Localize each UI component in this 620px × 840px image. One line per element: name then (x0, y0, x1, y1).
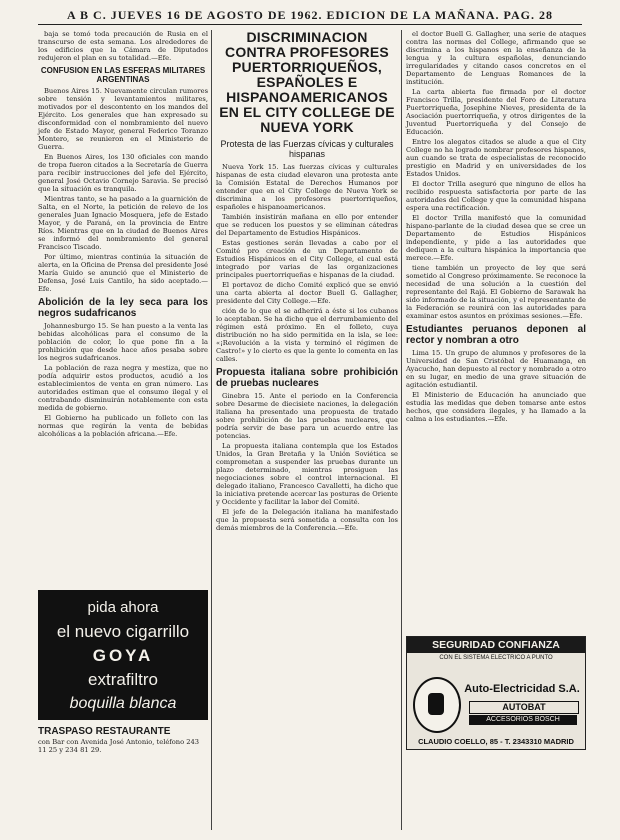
classified-title: TRASPASO RESTAURANTE (38, 726, 171, 737)
article-text: El doctor Trilla aseguró que ninguno de ellos ha recibido respuesta satisfactoria por parte de las autoridades del College y que la comunidad hispana espera una rectificación. (406, 180, 586, 212)
ad-line: el nuevo cigarrillo (56, 622, 190, 641)
article-text: el doctor Buell G. Gallagher, una serie de ataques contra las normas del College, afirmando que se discrimina a los hispanos en la enseñanza de la lengua y la cultura españolas, denunciando irregularidades y citando casos concretos en el Departamento de Lenguas Romances de la institución. (406, 30, 586, 86)
classified-traspaso (38, 726, 208, 754)
article-text: ción de lo que el se adherirá a éste si los cubanos lo aceptaban. Se ha dicho que el derrumbamiento del régimen está próximo. En el folleto, cuya distribución no ha sido permitida en la isla, se lee: «¡Revolución a la vista y terminó el régimen de Castro!» y lo cierto es que la gente lo comenta en las calles. (216, 307, 398, 363)
article-text: Lima 15. Un grupo de alumnos y profesores de la Universidad de San Cristóbal de Huamanga, en Ayacucho, han depuesto al rector y nombrado a otro en su lugar, en medio de una grave situación de agitación estudiantil. (406, 349, 586, 389)
article-text: El portavoz de dicho Comité explicó que se envió una carta abierta al doctor Buell G. Gallagher, presidente del City College.—Efe. (216, 281, 398, 305)
headline-main: DISCRIMINACION CONTRA PROFESORES PUERTORRIQUEÑOS, ESPAÑOLES E HISPANOAMERICANOS EN EL CITY COLLEGE DE NUEVA YORK (219, 29, 395, 135)
ad-brand: GOYA (92, 646, 154, 665)
article-text: La población de raza negra y mestiza, que no podía adquirir estos productos, acudió a los establecimientos de venta en gran número. Las autoridades estiman que el consumo ilegal y el contrabando disminuirán notablemente con esta medida de gobierno. (38, 364, 208, 412)
article-text: Ginebra 15. Ante el periodo en la Conferencia sobre Desarme de diecisiete naciones, la delegación italiana ha presentado una propuesta de tratado sobre prohibición de las pruebas nucleares, que podría servir de base para un acuerdo entre las potencias. (216, 392, 398, 440)
ad-line: extrafiltro (88, 670, 158, 689)
headline-ley-seca: Abolición de la ley seca para los negros sudafricanos (38, 297, 208, 319)
headline-argentina: CONFUSION EN LAS ESFERAS MILITARES ARGENTINAS (40, 66, 206, 84)
headline-italia: Propuesta italiana sobre prohibición de pruebas nucleares (216, 367, 398, 389)
article-text: Johannesburgo 15. Se han puesto a la venta las bebidas alcohólicas para el consumo de la población de color, lo que pone fin a la prohibición que desde hace años pesaba sobre los negros sudafricanos. (38, 322, 208, 362)
column-divider (401, 30, 402, 830)
article-text: El jefe de la Delegación italiana ha manifestado que la propuesta será sometida a consulta con los demás miembros de la Conferencia.—Efe. (216, 508, 398, 532)
ad-line: boquilla blanca (69, 695, 177, 712)
article-text: El doctor Trilla manifestó que la comunidad hispano-parlante de la ciudad desea que se cree un Departamento de Estudios Hispánicos independiente, y pide a las autoridades que dediquen a la cultura hispánica la importancia que merece.—Efe. (406, 214, 586, 262)
article-text: La propuesta italiana contempla que los Estados Unidos, la Gran Bretaña y la Unión Soviética se comprometan a suspender las pruebas durante un plazo determinado, mientras prosiguen las negociaciones sobre el control internacional. El delegado italiano, Francesco Cavalletti, ha dicho que la iniciativa pretende acercar las posturas de Oriente y Occidente y facilitar la labor del Comité. (216, 442, 398, 506)
page-header: A B C. JUEVES 16 DE AGOSTO DE 1962. EDICION DE LA MAÑANA. PAG. 28 (38, 6, 582, 25)
article-text: Buenos Aires 15. Nuevamente circulan rumores sobre tensión y levantamientos militares, motivados por el descontento en los mandos del Ejército. Los generales que han expresado su disconformidad con el nombramiento del nuevo jefe de Estado Mayor, general Federico Toranzo Montero, se reunieron en el Ministerio de Guerra. (38, 87, 208, 151)
ad-tagline: CON EL SISTEMA ELECTRICO A PUNTO (439, 655, 553, 661)
headline-peru: Estudiantes peruanos deponen al rector y nombran a otro (406, 324, 586, 346)
column-left (38, 30, 208, 590)
article-text: Entre los alegatos citados se alude a que el City College no ha logrado nombrar profesores hispanos, aun cuando se trata de especialistas de reconocido prestigio en Madrid y en universidades de los Estados Unidos. (406, 138, 586, 178)
auto-electricidad-ad (406, 636, 586, 750)
column-right (406, 30, 586, 425)
subheadline: Protesta de las Fuerzas cívicas y culturales hispanas (220, 139, 394, 159)
article-text: Por último, mientras continúa la situación de alerta, en la Oficina de Prensa del presidente José María Guido se anunció que el Ministerio de Defensa, José Luis Cantilo, ha sido aceptado.—Efe. (38, 253, 208, 293)
ad-band: SEGURIDAD CONFIANZA (407, 637, 585, 653)
classified-text: con Bar con Avenida José Antonio, teléfono 243 11 25 y 234 81 29. (38, 738, 200, 754)
battery-icon (413, 677, 461, 733)
article-text: La carta abierta fue firmada por el doctor Francisco Trilla, presidente del Foro de Literatura Puertorriqueña, Josephine Nieves, presidenta de la Asociación puertorriqueña, y otros dirigentes de la Juventud Puertorriqueña y del Consejo de Educación. (406, 88, 586, 136)
article-text: El Gobierno ha publicado un folleto con las normas que regirán la venta de bebidas alcohólicas a la población africana.—Efe. (38, 414, 208, 438)
ad-company: Auto-Electricidad S.A. (464, 683, 580, 695)
article-text: Mientras tanto, se ha pasado a la guarnición de Salta, en el Norte, la petición de relevo de los generales Juan Ignacio Mosquera, jefe de Estado Mayor, y de Paraná, en la provincia de Entre Ríos. Mientras que en la ciudad de Buenos Aires se informó del nombramiento del general Francisco Tiscado. (38, 195, 208, 251)
ad-address: CLAUDIO COELLO, 85 - T. 2343310 MADRID (418, 737, 574, 746)
article-text: Nueva York 15. Las fuerzas cívicas y culturales hispanas de esta ciudad elevaron una protesta ante la Comisión Estatal de Derechos Humanos por entender que en el City College de Nueva York se discrimina a los profesores puertorriqueños, españoles e hispanoamericanos. (216, 163, 398, 211)
column-divider (211, 30, 212, 830)
column-middle (216, 30, 398, 534)
article-text: En Buenos Aires, los 130 oficiales con mando de tropa fueron citados a la Secretaría de Guerra para recibir instrucciones del jefe del Ejército, general José Octavio Cornejo Saravia. Se precisó que la situación es tranquila. (38, 153, 208, 193)
article-text: El Ministerio de Educación ha anunciado que estudia las medidas que deben tomarse ante estos hechos, que considera ilegales, y ha llamado a la calma a los estudiantes.—Efe. (406, 391, 586, 423)
ad-accessories: ACCESORIOS BOSCH (469, 715, 577, 725)
article-text: baja se tomó toda precaución de Rusia en el transcurso de esta semana. Los alrededores de los edificios que la Cámara de Diputados redujeron el plan en su totalidad.—Efe. (38, 30, 208, 62)
ad-line: pida ahora (87, 599, 159, 616)
article-text: Estas gestiones serán llevadas a cabo por el Comité pro creación de un Departamento de Estudios Hispánicos en el City College, el cual está integrado por varias de las organizaciones principales puertorriqueñas e hispanas de la ciudad. (216, 239, 398, 279)
article-text: tiene también un proyecto de ley que será sometido al Congreso próximamente. Se reconoce la necesidad de una solución a la cuestión del representante del Rajá. El Gobierno de Sarawak ha sido informado de la situación, y el representante de la Federación se reunirá con las autoridades para examinar estos asuntos en próximas sesiones.—Efe. (406, 264, 586, 320)
goya-cigarette-ad (38, 590, 208, 720)
ad-brand: AUTOBAT (469, 701, 579, 714)
article-text: También insistirán mañana en ello por entender que se reducen los puestos y se eliminan cátedras del Departamento de Estudios Hispánicos. (216, 213, 398, 237)
